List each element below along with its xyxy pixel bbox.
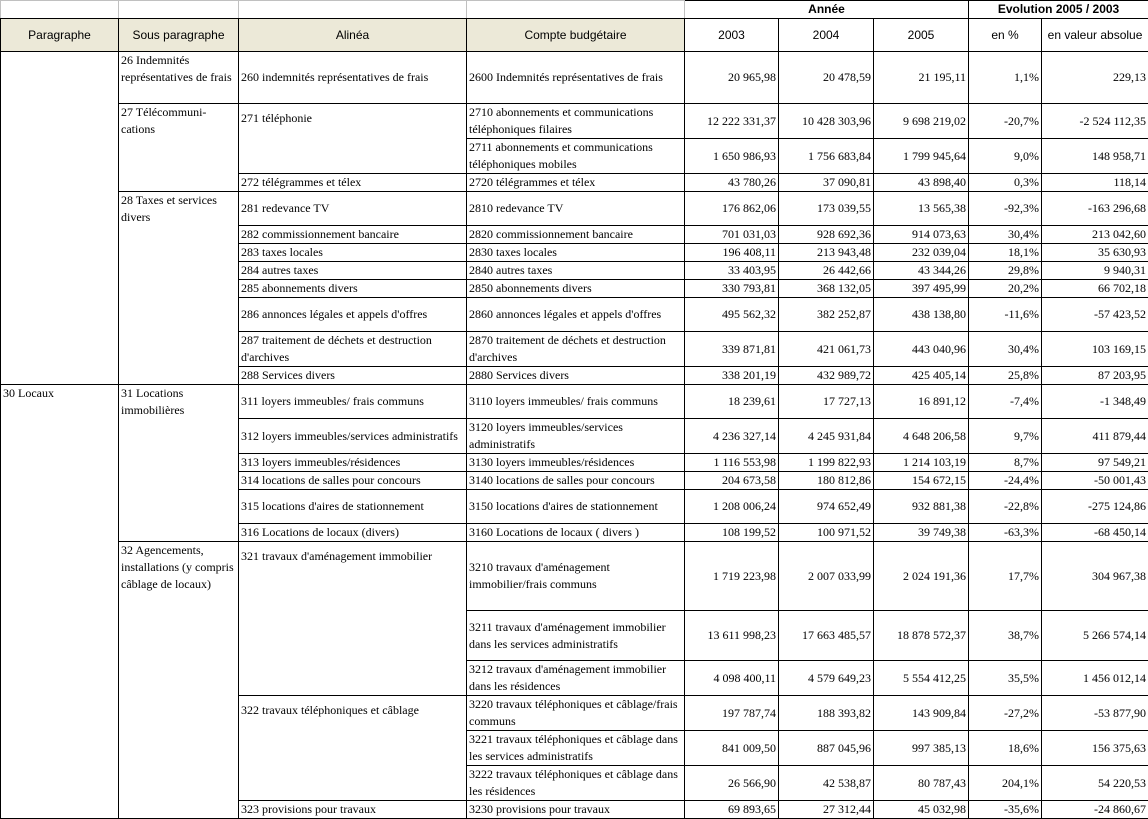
value-2005: 932 881,38 <box>874 490 969 524</box>
value-2005: 43 898,40 <box>874 174 969 192</box>
col-2004: 2004 <box>779 19 874 52</box>
compte-cell: 2880 Services divers <box>467 367 685 385</box>
evolution-abs: 229,13 <box>1042 52 1148 104</box>
value-2003: 18 239,61 <box>685 385 779 419</box>
alinea-cell: 288 Services divers <box>239 367 467 385</box>
alinea-cell: 282 commissionnement bancaire <box>239 226 467 244</box>
value-2004: 368 132,05 <box>779 280 874 298</box>
value-2005: 397 495,99 <box>874 280 969 298</box>
annee-header: Année <box>685 1 969 19</box>
col-compte: Compte budgétaire <box>467 19 685 52</box>
paragraphe-cell <box>1 52 119 385</box>
evolution-pct: 38,7% <box>969 611 1042 661</box>
value-2003: 1 719 223,98 <box>685 542 779 611</box>
value-2005: 18 878 572,37 <box>874 611 969 661</box>
evolution-abs: -2 524 112,35 <box>1042 104 1148 139</box>
value-2003: 338 201,19 <box>685 367 779 385</box>
evolution-pct: -24,4% <box>969 472 1042 490</box>
table-row <box>1 52 1148 104</box>
value-2004: 37 090,81 <box>779 174 874 192</box>
evolution-pct: 29,8% <box>969 262 1042 280</box>
evolution-pct: -63,3% <box>969 524 1042 542</box>
evolution-pct: -27,2% <box>969 696 1042 731</box>
compte-cell: 3210 travaux d'aménagement immobilier/frais communs <box>467 542 685 611</box>
sous-paragraphe-cell: 28 Taxes et services divers <box>119 192 239 385</box>
compte-cell: 2711 abonnements et communications téléphoniques mobiles <box>467 139 685 174</box>
evolution-abs: 1 456 012,14 <box>1042 661 1148 696</box>
evolution-pct: 9,0% <box>969 139 1042 174</box>
value-2003: 1 650 986,93 <box>685 139 779 174</box>
value-2004: 4 245 931,84 <box>779 419 874 454</box>
value-2004: 928 692,36 <box>779 226 874 244</box>
value-2003: 339 871,81 <box>685 332 779 367</box>
evolution-abs: 66 702,18 <box>1042 280 1148 298</box>
compte-cell: 3150 locations d'aires de stationnement <box>467 490 685 524</box>
compte-cell: 2810 redevance TV <box>467 192 685 226</box>
value-2003: 176 862,06 <box>685 192 779 226</box>
value-2003: 204 673,58 <box>685 472 779 490</box>
value-2004: 1 756 683,84 <box>779 139 874 174</box>
evolution-abs: -163 296,68 <box>1042 192 1148 226</box>
compte-cell: 3140 locations de salles pour concours <box>467 472 685 490</box>
value-2004: 1 199 822,93 <box>779 454 874 472</box>
compte-cell: 2840 autres taxes <box>467 262 685 280</box>
value-2004: 27 312,44 <box>779 801 874 819</box>
table-row <box>1 104 1148 139</box>
evolution-pct: 204,1% <box>969 766 1042 801</box>
evolution-abs: 35 630,93 <box>1042 244 1148 262</box>
value-2004: 382 252,87 <box>779 298 874 332</box>
evolution-abs: 156 375,63 <box>1042 731 1148 766</box>
value-2003: 33 403,95 <box>685 262 779 280</box>
evolution-pct: -35,6% <box>969 801 1042 819</box>
table-row <box>1 542 1148 611</box>
evolution-abs: 213 042,60 <box>1042 226 1148 244</box>
evolution-abs: 87 203,95 <box>1042 367 1148 385</box>
value-2004: 887 045,96 <box>779 731 874 766</box>
value-2005: 45 032,98 <box>874 801 969 819</box>
table-row <box>1 385 1148 419</box>
evolution-abs: 9 940,31 <box>1042 262 1148 280</box>
value-2005: 443 040,96 <box>874 332 969 367</box>
evolution-pct: 0,3% <box>969 174 1042 192</box>
alinea-cell: 283 taxes locales <box>239 244 467 262</box>
value-2005: 425 405,14 <box>874 367 969 385</box>
alinea-cell: 285 abonnements divers <box>239 280 467 298</box>
blank-cell <box>1 1 119 19</box>
evolution-abs: -1 348,49 <box>1042 385 1148 419</box>
value-2005: 438 138,80 <box>874 298 969 332</box>
compte-cell: 3221 travaux téléphoniques et câblage dans les services administratifs <box>467 731 685 766</box>
col-2003: 2003 <box>685 19 779 52</box>
alinea-cell: 260 indemnités représentatives de frais <box>239 52 467 104</box>
value-2003: 495 562,32 <box>685 298 779 332</box>
evolution-pct: 25,8% <box>969 367 1042 385</box>
table-row <box>1 192 1148 226</box>
compte-cell: 2710 abonnements et communications téléphoniques filaires <box>467 104 685 139</box>
evolution-header: Evolution 2005 / 2003 <box>969 1 1148 19</box>
sous-paragraphe-cell: 27 Télécommuni-cations <box>119 104 239 192</box>
evolution-abs: 148 958,71 <box>1042 139 1148 174</box>
value-2004: 17 727,13 <box>779 385 874 419</box>
evolution-pct: -92,3% <box>969 192 1042 226</box>
alinea-cell: 321 travaux d'aménagement immobilier <box>239 542 467 696</box>
value-2005: 9 698 219,02 <box>874 104 969 139</box>
evolution-abs: -275 124,86 <box>1042 490 1148 524</box>
alinea-cell: 284 autres taxes <box>239 262 467 280</box>
compte-cell: 3212 travaux d'aménagement immobilier dans les résidences <box>467 661 685 696</box>
value-2005: 154 672,15 <box>874 472 969 490</box>
value-2005: 21 195,11 <box>874 52 969 104</box>
alinea-cell: 286 annonces légales et appels d'offres <box>239 298 467 332</box>
evolution-pct: 1,1% <box>969 52 1042 104</box>
compte-cell: 3220 travaux téléphoniques et câblage/frais communs <box>467 696 685 731</box>
col-paragraphe: Paragraphe <box>1 19 119 52</box>
value-2003: 108 199,52 <box>685 524 779 542</box>
alinea-cell: 323 provisions pour travaux <box>239 801 467 819</box>
value-2004: 17 663 485,57 <box>779 611 874 661</box>
alinea-cell: 316 Locations de locaux (divers) <box>239 524 467 542</box>
value-2004: 173 039,55 <box>779 192 874 226</box>
value-2003: 4 236 327,14 <box>685 419 779 454</box>
alinea-cell: 312 loyers immeubles/services administratifs <box>239 419 467 454</box>
value-2005: 43 344,26 <box>874 262 969 280</box>
value-2005: 997 385,13 <box>874 731 969 766</box>
value-2005: 143 909,84 <box>874 696 969 731</box>
value-2005: 13 565,38 <box>874 192 969 226</box>
value-2003: 196 408,11 <box>685 244 779 262</box>
value-2003: 330 793,81 <box>685 280 779 298</box>
value-2005: 39 749,38 <box>874 524 969 542</box>
blank-cell <box>119 1 239 19</box>
evolution-abs: -53 877,90 <box>1042 696 1148 731</box>
evolution-abs: 103 169,15 <box>1042 332 1148 367</box>
value-2003: 1 208 006,24 <box>685 490 779 524</box>
blank-cell <box>467 1 685 19</box>
compte-cell: 2820 commissionnement bancaire <box>467 226 685 244</box>
evolution-pct: 35,5% <box>969 661 1042 696</box>
value-2005: 16 891,12 <box>874 385 969 419</box>
group-header-row <box>1 1 1148 19</box>
evolution-abs: -68 450,14 <box>1042 524 1148 542</box>
value-2004: 20 478,59 <box>779 52 874 104</box>
value-2003: 1 116 553,98 <box>685 454 779 472</box>
evolution-pct: 30,4% <box>969 332 1042 367</box>
compte-cell: 3211 travaux d'aménagement immobilier dans les services administratifs <box>467 611 685 661</box>
value-2003: 26 566,90 <box>685 766 779 801</box>
compte-cell: 3120 loyers immeubles/services administratifs <box>467 419 685 454</box>
value-2004: 42 538,87 <box>779 766 874 801</box>
evolution-abs: -50 001,43 <box>1042 472 1148 490</box>
evolution-pct: -11,6% <box>969 298 1042 332</box>
value-2005: 5 554 412,25 <box>874 661 969 696</box>
alinea-cell: 281 redevance TV <box>239 192 467 226</box>
evolution-pct: -20,7% <box>969 104 1042 139</box>
sous-paragraphe-cell: 31 Locations immobilières <box>119 385 239 542</box>
alinea-cell: 311 loyers immeubles/ frais communs <box>239 385 467 419</box>
col-pct: en % <box>969 19 1042 52</box>
evolution-abs: -24 860,67 <box>1042 801 1148 819</box>
compte-cell: 3110 loyers immeubles/ frais communs <box>467 385 685 419</box>
evolution-pct: 18,1% <box>969 244 1042 262</box>
evolution-pct: 30,4% <box>969 226 1042 244</box>
value-2003: 841 009,50 <box>685 731 779 766</box>
compte-cell: 3222 travaux téléphoniques et câblage dans les résidences <box>467 766 685 801</box>
evolution-pct: 9,7% <box>969 419 1042 454</box>
alinea-cell: 315 locations d'aires de stationnement <box>239 490 467 524</box>
col-abs: en valeur absolue <box>1042 19 1148 52</box>
alinea-cell: 287 traitement de déchets et destruction d'archives <box>239 332 467 367</box>
compte-cell: 3160 Locations de locaux ( divers ) <box>467 524 685 542</box>
paragraphe-cell: 30 Locaux <box>1 385 119 819</box>
value-2004: 4 579 649,23 <box>779 661 874 696</box>
evolution-abs: 54 220,53 <box>1042 766 1148 801</box>
value-2004: 10 428 303,96 <box>779 104 874 139</box>
evolution-pct: 20,2% <box>969 280 1042 298</box>
value-2005: 80 787,43 <box>874 766 969 801</box>
compte-cell: 2830 taxes locales <box>467 244 685 262</box>
value-2004: 421 061,73 <box>779 332 874 367</box>
sous-paragraphe-cell: 32 Agencements, installations (y compris câblage de locaux) <box>119 542 239 819</box>
value-2003: 20 965,98 <box>685 52 779 104</box>
column-header-row <box>1 19 1148 52</box>
evolution-pct: 8,7% <box>969 454 1042 472</box>
alinea-cell: 271 téléphonie <box>239 104 467 174</box>
value-2005: 914 073,63 <box>874 226 969 244</box>
value-2005: 232 039,04 <box>874 244 969 262</box>
alinea-cell: 322 travaux téléphoniques et câblage <box>239 696 467 801</box>
evolution-abs: 411 879,44 <box>1042 419 1148 454</box>
compte-cell: 2860 annonces légales et appels d'offres <box>467 298 685 332</box>
sous-paragraphe-cell: 26 Indemnités représentatives de frais <box>119 52 239 104</box>
value-2004: 2 007 033,99 <box>779 542 874 611</box>
value-2003: 12 222 331,37 <box>685 104 779 139</box>
evolution-pct: -22,8% <box>969 490 1042 524</box>
compte-cell: 2720 télégrammes et télex <box>467 174 685 192</box>
alinea-cell: 313 loyers immeubles/résidences <box>239 454 467 472</box>
evolution-abs: 118,14 <box>1042 174 1148 192</box>
value-2004: 432 989,72 <box>779 367 874 385</box>
value-2003: 701 031,03 <box>685 226 779 244</box>
compte-cell: 2600 Indemnités représentatives de frais <box>467 52 685 104</box>
col-alinea: Alinéa <box>239 19 467 52</box>
value-2004: 100 971,52 <box>779 524 874 542</box>
compte-cell: 2850 abonnements divers <box>467 280 685 298</box>
value-2004: 188 393,82 <box>779 696 874 731</box>
value-2005: 4 648 206,58 <box>874 419 969 454</box>
alinea-cell: 272 télégrammes et télex <box>239 174 467 192</box>
evolution-pct: 18,6% <box>969 731 1042 766</box>
value-2003: 69 893,65 <box>685 801 779 819</box>
value-2003: 4 098 400,11 <box>685 661 779 696</box>
value-2004: 974 652,49 <box>779 490 874 524</box>
alinea-cell: 314 locations de salles pour concours <box>239 472 467 490</box>
evolution-pct: -7,4% <box>969 385 1042 419</box>
value-2004: 26 442,66 <box>779 262 874 280</box>
col-2005: 2005 <box>874 19 969 52</box>
value-2003: 197 787,74 <box>685 696 779 731</box>
value-2003: 43 780,26 <box>685 174 779 192</box>
evolution-abs: -57 423,52 <box>1042 298 1148 332</box>
compte-cell: 2870 traitement de déchets et destruction d'archives <box>467 332 685 367</box>
value-2003: 13 611 998,23 <box>685 611 779 661</box>
col-sous-paragraphe: Sous paragraphe <box>119 19 239 52</box>
value-2005: 1 214 103,19 <box>874 454 969 472</box>
value-2005: 1 799 945,64 <box>874 139 969 174</box>
value-2004: 213 943,48 <box>779 244 874 262</box>
value-2004: 180 812,86 <box>779 472 874 490</box>
compte-cell: 3230 provisions pour travaux <box>467 801 685 819</box>
evolution-pct: 17,7% <box>969 542 1042 611</box>
evolution-abs: 5 266 574,14 <box>1042 611 1148 661</box>
evolution-abs: 97 549,21 <box>1042 454 1148 472</box>
blank-cell <box>239 1 467 19</box>
compte-cell: 3130 loyers immeubles/résidences <box>467 454 685 472</box>
evolution-abs: 304 967,38 <box>1042 542 1148 611</box>
value-2005: 2 024 191,36 <box>874 542 969 611</box>
